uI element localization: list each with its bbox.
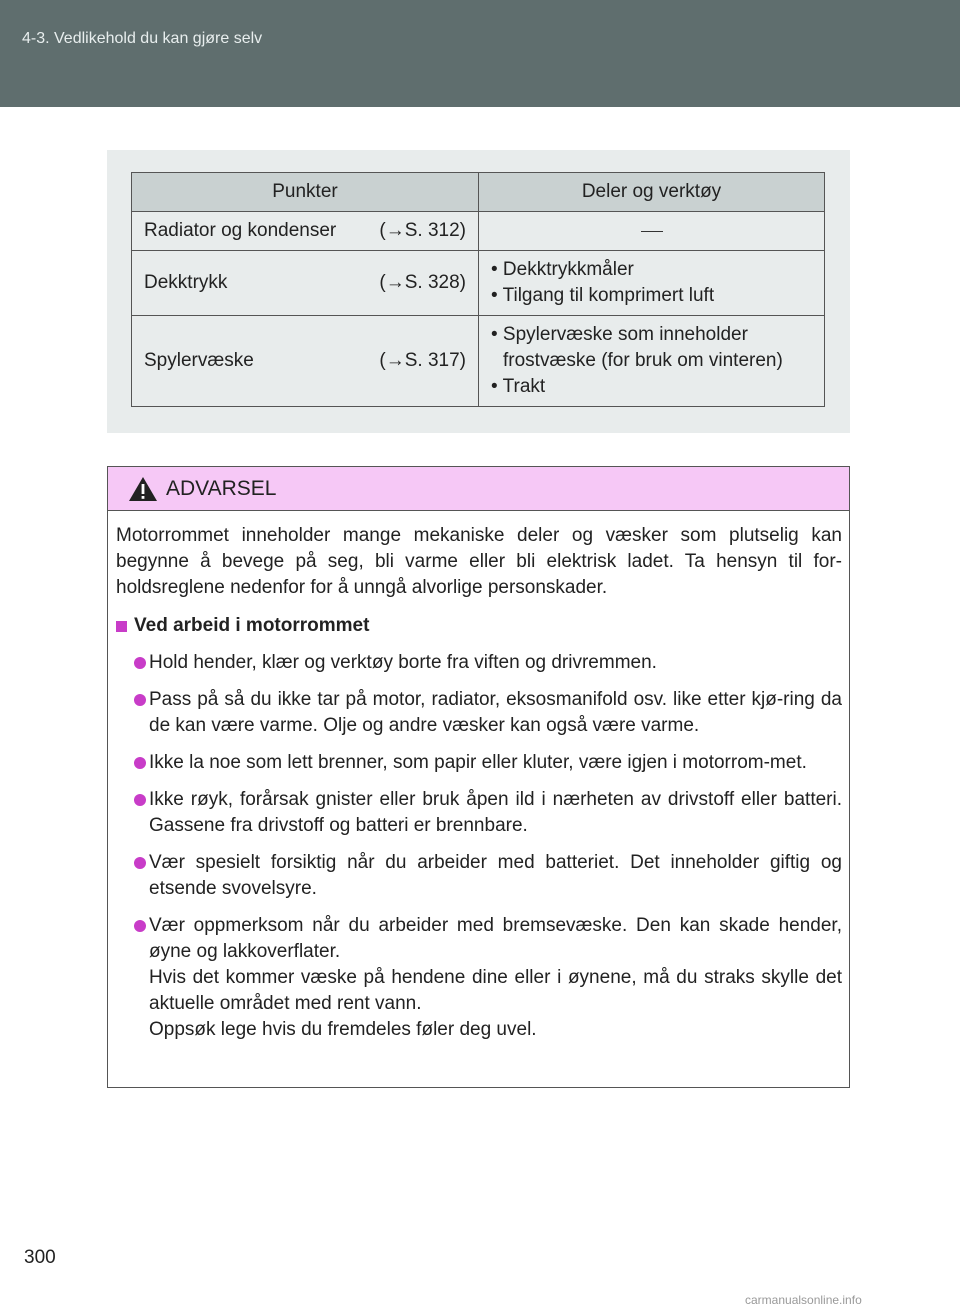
table-row (132, 212, 825, 251)
tool-item: frostvæske (for bruk om vinteren) (503, 350, 783, 371)
table-header-row (132, 173, 825, 212)
bullet-text: Hvis det kommer væske på hendene dine eller i øynene, må du straks skylle det aktuelle området med rent vann. (149, 967, 842, 1014)
circle-bullet-icon (134, 694, 146, 706)
tool-item: • Tilgang til komprimert luft (491, 285, 715, 306)
warning-bullet (116, 850, 842, 902)
tool-item: • Spylervæske som inneholder (491, 324, 748, 345)
warning-body (116, 523, 842, 1043)
parts-table-panel (107, 150, 850, 433)
circle-bullet-icon (134, 757, 146, 769)
circle-bullet-icon (134, 657, 146, 669)
table-cell-item (132, 251, 479, 316)
column-header-tools: Deler og verktøy (479, 173, 825, 212)
circle-bullet-icon (134, 857, 146, 869)
warning-box (107, 466, 850, 1088)
page-number: 300 (24, 1247, 56, 1268)
table-cell-tools (479, 316, 825, 407)
dash-none (641, 231, 663, 232)
table-row (132, 251, 825, 316)
parts-table (131, 172, 825, 407)
page-reference: (→S. 317) (379, 350, 466, 371)
tool-item: • Trakt (491, 376, 546, 397)
tool-item: • Dekktrykkmåler (491, 259, 634, 280)
warning-bullet (116, 787, 842, 839)
table-cell-tools (479, 251, 825, 316)
item-name: Spylervæske (144, 350, 254, 371)
warning-header (108, 467, 849, 511)
item-name: Radiator og kondenser (144, 220, 337, 241)
table-cell-item (132, 212, 479, 251)
table-cell-item (132, 316, 479, 407)
warning-bullet (116, 650, 842, 676)
bullet-text: Pass på så du ikke tar på motor, radiator, eksosmanifold osv. like etter kjø-ring da de kan være varme. Olje og andre væsker kan også være varme. (149, 689, 842, 736)
bullet-text: Ikke røyk, forårsak gnister eller bruk åpen ild i nærheten av drivstoff eller batteri. Gassene fra drivstoff og batteri er brennbare. (149, 789, 842, 836)
page-reference: (→S. 328) (379, 272, 466, 293)
warning-triangle-icon (128, 476, 158, 507)
warning-subheading (116, 613, 842, 639)
page-header (0, 0, 960, 107)
bullet-text: Vær oppmerksom når du arbeider med bremsevæske. Den kan skade hender, øyne og lakkoverflater. (149, 915, 842, 962)
subheading-text: Ved arbeid i motorrommet (134, 615, 370, 636)
page-reference: (→S. 312) (379, 220, 466, 241)
bullet-text: Oppsøk lege hvis du fremdeles føler deg uvel. (149, 1019, 537, 1040)
warning-title: ADVARSEL (166, 477, 277, 500)
bullet-text: Hold hender, klær og verktøy borte fra viften og drivremmen. (149, 652, 657, 673)
circle-bullet-icon (134, 920, 146, 932)
circle-bullet-icon (134, 794, 146, 806)
table-cell-tools (479, 212, 825, 251)
column-header-items: Punkter (132, 173, 479, 212)
watermark: carmanualsonline.info (745, 1293, 862, 1307)
warning-intro: Motorrommet inneholder mange mekaniske deler og væsker som plutselig kan begynne å bevege på seg, bli varme eller bli elektrisk ladet. Ta hensyn til for-holdsreglene nedenfor for å unngå alvorlige personskader. (116, 525, 842, 598)
table-row (132, 316, 825, 407)
bullet-text: Ikke la noe som lett brenner, som papir eller kluter, være igjen i motorrom-met. (149, 752, 807, 773)
section-title: 4-3. Vedlikehold du kan gjøre selv (22, 30, 263, 47)
warning-bullet (116, 750, 842, 776)
square-bullet-icon (116, 621, 127, 632)
item-name: Dekktrykk (144, 272, 228, 293)
warning-bullet (116, 913, 842, 1043)
bullet-text: Vær spesielt forsiktig når du arbeider med batteriet. Det inneholder giftig og etsende svovelsyre. (149, 852, 842, 899)
warning-bullet (116, 687, 842, 739)
